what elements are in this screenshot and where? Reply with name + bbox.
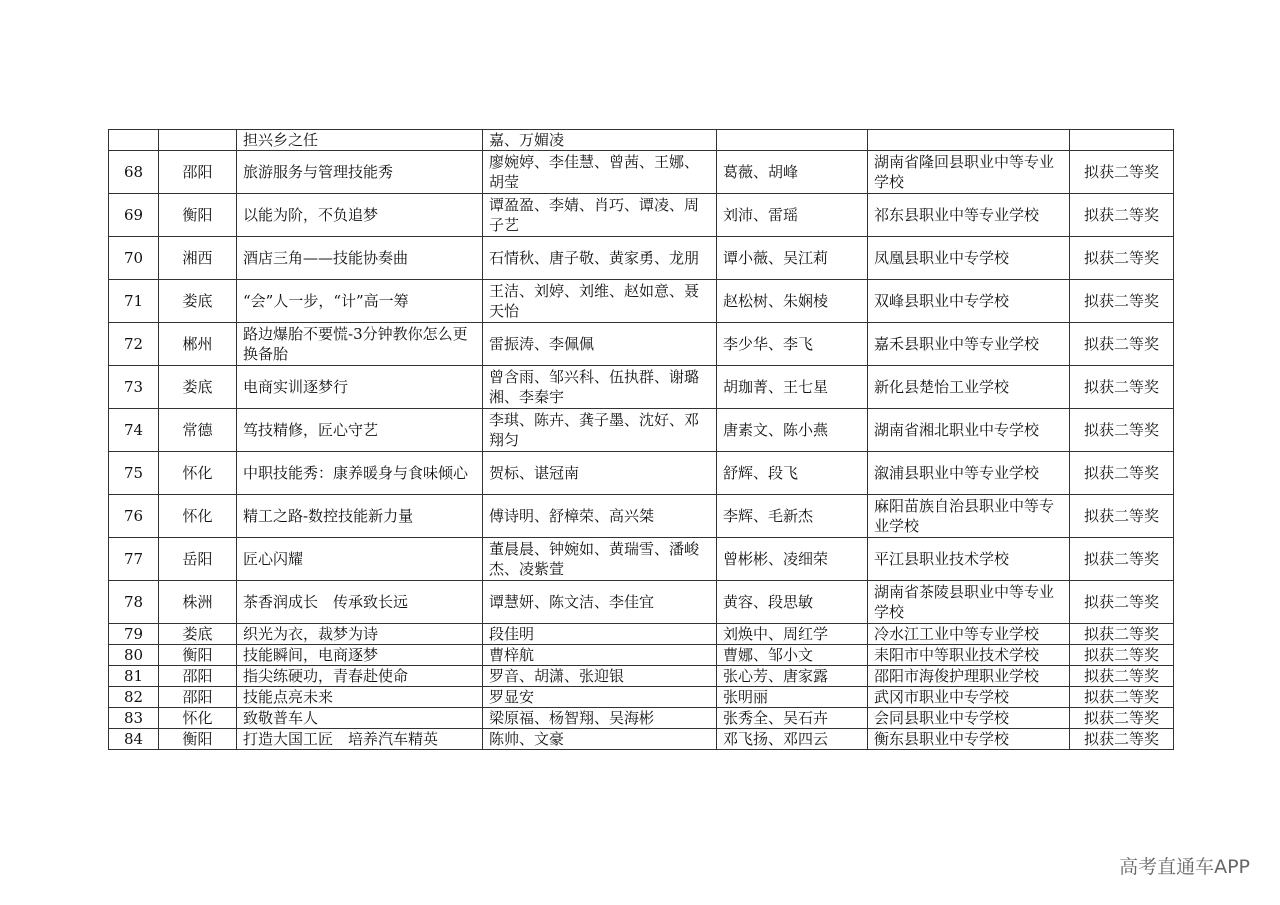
teachers-cell: 曾彬彬、凌细荣 (717, 538, 868, 581)
students-cell: 谭盈盈、李婧、肖巧、谭凌、周子艺 (483, 194, 717, 237)
teachers-cell: 黄容、段思敏 (717, 581, 868, 624)
teachers-cell: 刘焕中、周红学 (717, 624, 868, 645)
row-number: 74 (109, 409, 159, 452)
table-body (109, 130, 1174, 750)
students-cell: 段佳明 (483, 624, 717, 645)
award-cell: 拟获二等奖 (1070, 581, 1174, 624)
students-cell: 梁原福、杨智翔、吴海彬 (483, 708, 717, 729)
program-title-cell: 茶香润成长 传承致长远 (237, 581, 483, 624)
teachers-cell: 张秀全、吴石卉 (717, 708, 868, 729)
table-row (109, 666, 1174, 687)
award-cell: 拟获二等奖 (1070, 708, 1174, 729)
city-cell: 娄底 (159, 624, 237, 645)
row-number (109, 130, 159, 151)
program-title-cell: 指尖练硬功，青春赴使命 (237, 666, 483, 687)
city-cell: 娄底 (159, 366, 237, 409)
city-cell: 娄底 (159, 280, 237, 323)
program-title-cell: 担兴乡之任 (237, 130, 483, 151)
program-title-cell: 路边爆胎不要慌-3分钟教你怎么更换备胎 (237, 323, 483, 366)
students-cell: 贺标、谌冠南 (483, 452, 717, 495)
watermark-text: 高考直通车APP (1119, 856, 1250, 878)
students-cell: 傅诗明、舒樟荣、高兴桀 (483, 495, 717, 538)
city-cell: 郴州 (159, 323, 237, 366)
award-cell: 拟获二等奖 (1070, 237, 1174, 280)
row-number: 69 (109, 194, 159, 237)
school-cell: 会同县职业中专学校 (868, 708, 1070, 729)
city-cell: 邵阳 (159, 687, 237, 708)
award-cell: 拟获二等奖 (1070, 538, 1174, 581)
row-number: 76 (109, 495, 159, 538)
city-cell: 衡阳 (159, 194, 237, 237)
table-row (109, 194, 1174, 237)
row-number: 73 (109, 366, 159, 409)
school-cell (868, 130, 1070, 151)
award-cell: 拟获二等奖 (1070, 495, 1174, 538)
program-title-cell: 旅游服务与管理技能秀 (237, 151, 483, 194)
school-cell: 衡东县职业中专学校 (868, 729, 1070, 750)
award-cell: 拟获二等奖 (1070, 624, 1174, 645)
row-number: 75 (109, 452, 159, 495)
city-cell: 衡阳 (159, 729, 237, 750)
award-cell (1070, 130, 1174, 151)
table-row (109, 624, 1174, 645)
award-cell: 拟获二等奖 (1070, 194, 1174, 237)
row-number: 80 (109, 645, 159, 666)
table-row (109, 495, 1174, 538)
table-row (109, 687, 1174, 708)
award-cell: 拟获二等奖 (1070, 666, 1174, 687)
teachers-cell: 张明丽 (717, 687, 868, 708)
city-cell: 怀化 (159, 495, 237, 538)
school-cell: 武冈市职业中专学校 (868, 687, 1070, 708)
program-title-cell: 中职技能秀：康养暖身与食味倾心 (237, 452, 483, 495)
city-cell: 株洲 (159, 581, 237, 624)
city-cell: 衡阳 (159, 645, 237, 666)
school-cell: 耒阳市中等职业技术学校 (868, 645, 1070, 666)
award-cell: 拟获二等奖 (1070, 151, 1174, 194)
school-cell: 冷水江工业中等专业学校 (868, 624, 1070, 645)
award-cell: 拟获二等奖 (1070, 452, 1174, 495)
table-row (109, 452, 1174, 495)
award-cell: 拟获二等奖 (1070, 687, 1174, 708)
row-number: 84 (109, 729, 159, 750)
school-cell: 新化县楚怡工业学校 (868, 366, 1070, 409)
row-number: 79 (109, 624, 159, 645)
school-cell: 溆浦县职业中等专业学校 (868, 452, 1070, 495)
program-title-cell: 匠心闪耀 (237, 538, 483, 581)
table-row (109, 409, 1174, 452)
students-cell: 谭慧妍、陈文洁、李佳宜 (483, 581, 717, 624)
row-number: 71 (109, 280, 159, 323)
school-cell: 凤凰县职业中专学校 (868, 237, 1070, 280)
row-number: 82 (109, 687, 159, 708)
students-cell: 李琪、陈卉、龚子墨、沈好、邓翔匀 (483, 409, 717, 452)
school-cell: 平江县职业技术学校 (868, 538, 1070, 581)
table-row (109, 645, 1174, 666)
program-title-cell: 酒店三角——技能协奏曲 (237, 237, 483, 280)
students-cell: 嘉、万媚凌 (483, 130, 717, 151)
program-title-cell: 织光为衣，裁梦为诗 (237, 624, 483, 645)
school-cell: 湖南省茶陵县职业中等专业学校 (868, 581, 1070, 624)
students-cell: 曾含雨、邹兴科、伍执群、谢璐湘、李秦宇 (483, 366, 717, 409)
city-cell (159, 130, 237, 151)
table-row (109, 237, 1174, 280)
city-cell: 邵阳 (159, 666, 237, 687)
program-title-cell: 技能瞬间，电商逐梦 (237, 645, 483, 666)
city-cell: 湘西 (159, 237, 237, 280)
school-cell: 双峰县职业中专学校 (868, 280, 1070, 323)
table-row-continued (109, 130, 1174, 151)
row-number: 72 (109, 323, 159, 366)
school-cell: 邵阳市海俊护理职业学校 (868, 666, 1070, 687)
teachers-cell: 张心芳、唐家露 (717, 666, 868, 687)
row-number: 68 (109, 151, 159, 194)
table-row (109, 729, 1174, 750)
program-title-cell: 电商实训逐梦行 (237, 366, 483, 409)
program-title-cell: “会”人一步，“计”高一筹 (237, 280, 483, 323)
students-cell: 王洁、刘婷、刘维、赵如意、聂天怡 (483, 280, 717, 323)
teachers-cell (717, 130, 868, 151)
city-cell: 怀化 (159, 708, 237, 729)
city-cell: 常德 (159, 409, 237, 452)
teachers-cell: 曹娜、邹小文 (717, 645, 868, 666)
city-cell: 怀化 (159, 452, 237, 495)
school-cell: 嘉禾县职业中等专业学校 (868, 323, 1070, 366)
teachers-cell: 刘沛、雷瑶 (717, 194, 868, 237)
teachers-cell: 赵松树、朱娴棱 (717, 280, 868, 323)
table-row (109, 538, 1174, 581)
teachers-cell: 谭小薇、吴江莉 (717, 237, 868, 280)
teachers-cell: 邓飞扬、邓四云 (717, 729, 868, 750)
award-table (108, 129, 1174, 750)
teachers-cell: 李辉、毛新杰 (717, 495, 868, 538)
school-cell: 麻阳苗族自治县职业中等专业学校 (868, 495, 1070, 538)
table-row (109, 708, 1174, 729)
school-cell: 祁东县职业中等专业学校 (868, 194, 1070, 237)
students-cell: 雷振涛、李佩佩 (483, 323, 717, 366)
teachers-cell: 葛薇、胡峰 (717, 151, 868, 194)
row-number: 70 (109, 237, 159, 280)
teachers-cell: 李少华、李飞 (717, 323, 868, 366)
school-cell: 湖南省湘北职业中专学校 (868, 409, 1070, 452)
row-number: 78 (109, 581, 159, 624)
award-cell: 拟获二等奖 (1070, 280, 1174, 323)
table-row (109, 323, 1174, 366)
school-cell: 湖南省隆回县职业中等专业学校 (868, 151, 1070, 194)
program-title-cell: 致敬普车人 (237, 708, 483, 729)
program-title-cell: 打造大国工匠 培养汽车精英 (237, 729, 483, 750)
program-title-cell: 以能为阶，不负追梦 (237, 194, 483, 237)
students-cell: 廖婉婷、李佳慧、曾茜、王娜、胡莹 (483, 151, 717, 194)
program-title-cell: 精工之路-数控技能新力量 (237, 495, 483, 538)
students-cell: 曹梓航 (483, 645, 717, 666)
program-title-cell: 笃技精修，匠心守艺 (237, 409, 483, 452)
teachers-cell: 舒辉、段飞 (717, 452, 868, 495)
students-cell: 陈帅、文豪 (483, 729, 717, 750)
students-cell: 罗显安 (483, 687, 717, 708)
program-title-cell: 技能点亮未来 (237, 687, 483, 708)
city-cell: 岳阳 (159, 538, 237, 581)
students-cell: 董晨晨、钟婉如、黄瑞雪、潘峻杰、凌紫萱 (483, 538, 717, 581)
students-cell: 石情秋、唐子敬、黄家勇、龙朋 (483, 237, 717, 280)
row-number: 81 (109, 666, 159, 687)
award-cell: 拟获二等奖 (1070, 409, 1174, 452)
teachers-cell: 唐素文、陈小燕 (717, 409, 868, 452)
row-number: 77 (109, 538, 159, 581)
award-cell: 拟获二等奖 (1070, 729, 1174, 750)
table-row (109, 151, 1174, 194)
row-number: 83 (109, 708, 159, 729)
award-cell: 拟获二等奖 (1070, 366, 1174, 409)
table-row (109, 366, 1174, 409)
table-row (109, 280, 1174, 323)
table-row (109, 581, 1174, 624)
award-cell: 拟获二等奖 (1070, 645, 1174, 666)
students-cell: 罗音、胡潇、张迎银 (483, 666, 717, 687)
award-cell: 拟获二等奖 (1070, 323, 1174, 366)
teachers-cell: 胡珈菁、王七星 (717, 366, 868, 409)
city-cell: 邵阳 (159, 151, 237, 194)
